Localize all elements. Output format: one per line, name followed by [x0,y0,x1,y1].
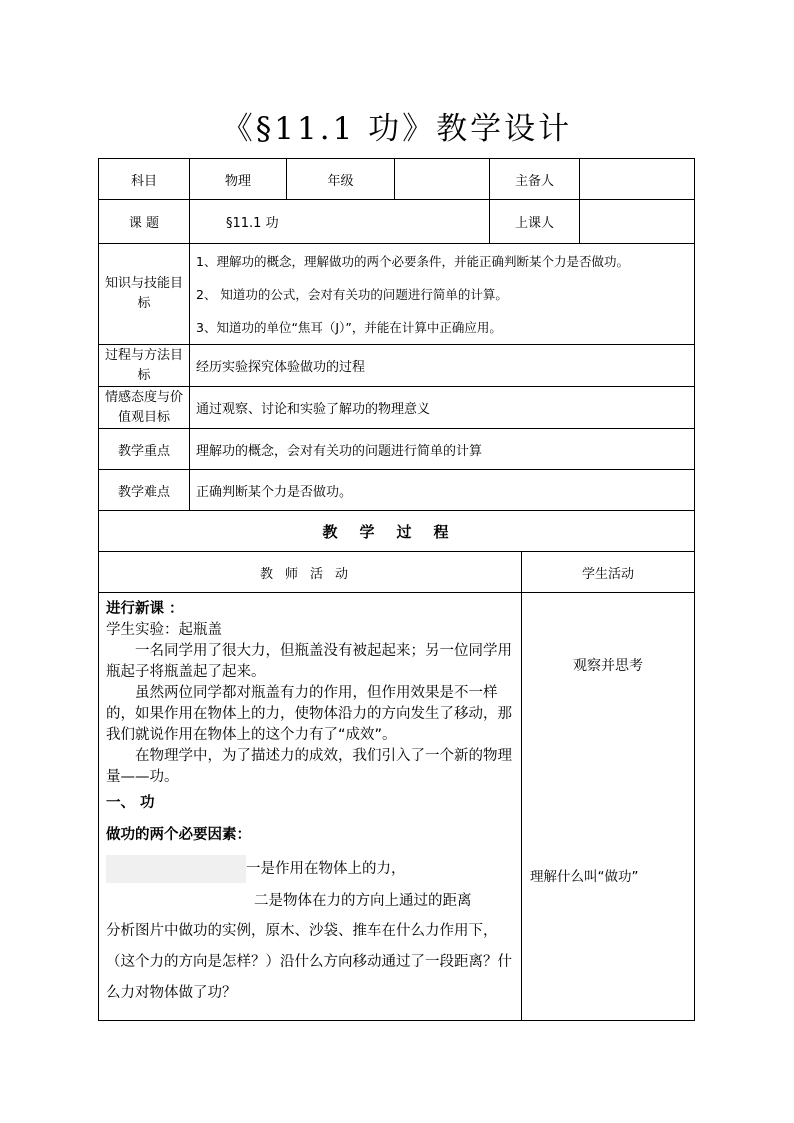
topic-value: §11.1 功 [190,200,490,244]
student-activity-understand: 理解什么叫“做功” [530,869,639,885]
emotion-goal-row [99,387,695,429]
knowledge-goal-item: 3、知道功的单位“焦耳（J）”，并能在计算中正确应用。 [196,319,502,335]
factor-2: 二是物体在力的方向上通过的距离 [254,893,472,909]
factor-1-text: 一是作用在物体上的力， [246,861,406,877]
factors-heading: 做功的两个必要因素： [106,827,251,843]
emotion-goal-value: 通过观察、讨论和实验了解功的物理意义 [190,387,695,429]
process-header: 教学过程 [99,511,695,552]
difficulty-row [99,470,695,511]
paragraph-2: 虽然两位同学都对瓶盖有力的作用，但作用效果是不一样的，如果作用在物体上的力，使物体沿力的方向发生了移动，那我们就说作用在物体上的这个力有了“成效”。 [106,685,512,743]
key-point-value: 理解功的概念，会对有关功的问题进行简单的计算 [190,429,695,470]
knowledge-goal-row [99,244,695,345]
blank-box [106,855,246,883]
knowledge-goal-item: 1、理解功的概念，理解做功的两个必要条件，并能正确判断某个力是否做功。 [196,253,629,269]
knowledge-goal-list [190,244,695,345]
activity-row [99,593,695,1021]
process-header-row [99,511,695,552]
activity-header-row [99,552,695,593]
experiment-title: 学生实验：起瓶盖 [106,622,222,638]
topic-label: 课 题 [99,200,190,244]
analysis-paragraph: 分析图片中做功的实例，原木、沙袋、推车在什么力作用下，（这个力的方向是怎样？）沿什么方向移动通过了一段距离？什么力对物体做了功？ [106,923,512,1001]
teacher-label: 上课人 [490,200,580,244]
process-goal-row [99,345,695,387]
student-activity-cell [522,593,695,1021]
factor-1 [106,852,515,886]
grade-label: 年级 [287,159,395,200]
subject-label: 科目 [99,159,190,200]
knowledge-goal-item: 2、 知道功的公式，会对有关功的问题进行简单的计算。 [196,286,508,302]
teacher-activity-header: 教师活动 [99,552,522,593]
preparer-value [580,159,695,200]
difficulty-value: 正确判断某个力是否做功。 [190,470,695,511]
info-row-2 [99,200,695,244]
student-activity-observe: 观察并思考 [573,658,643,674]
preparer-label: 主备人 [490,159,580,200]
grade-value [395,159,490,200]
process-goal-value: 经历实验探究体验做功的过程 [190,345,695,387]
emotion-goal-label: 情感态度与价值观目标 [99,387,190,429]
document-title: 《§11.1 功》教学设计 [221,111,573,147]
key-point-label: 教学重点 [99,429,190,470]
paragraph-3: 在物理学中，为了描述力的成效，我们引入了一个新的物理量——功。 [106,748,512,785]
lesson-plan-table [98,158,695,1021]
new-lesson-heading: 进行新课 ： [106,601,184,617]
difficulty-label: 教学难点 [99,470,190,511]
subject-value: 物理 [190,159,287,200]
section-heading-work: 一、 功 [106,795,155,811]
teacher-activity-cell [99,593,522,1021]
teacher-value [580,200,695,244]
key-point-row [99,429,695,470]
knowledge-goal-label: 知识与技能目标 [99,244,190,345]
info-row-1 [99,159,695,200]
process-goal-label: 过程与方法目标 [99,345,190,387]
student-activity-header: 学生活动 [522,552,695,593]
paragraph-1: 一名同学用了很大力，但瓶盖没有被起起来；另一位同学用瓶起子将瓶盖起了起来。 [106,643,512,680]
